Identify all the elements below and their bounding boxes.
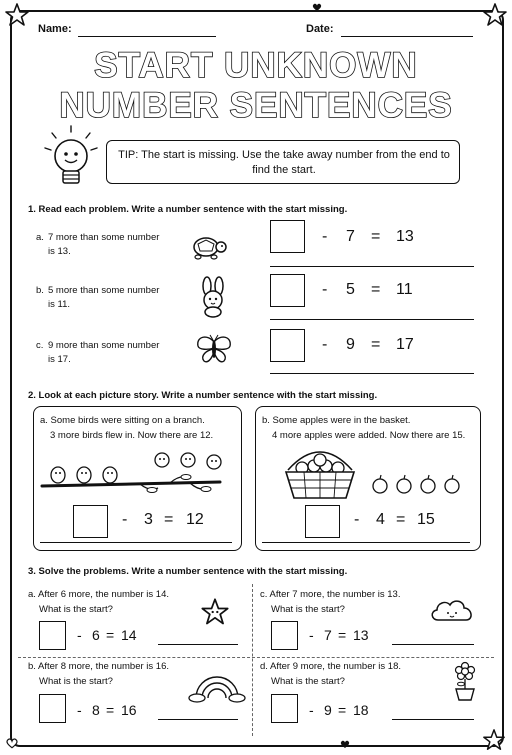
result-number: 15 [417, 511, 435, 528]
equals-sign: = [338, 627, 347, 643]
rainbow-icon [188, 670, 246, 702]
answer-box[interactable] [305, 505, 340, 538]
butterfly-icon [194, 334, 234, 366]
minus-sign: - [322, 336, 328, 353]
page-title-line2: NUMBER SENTENCES [59, 86, 453, 125]
problem-text-line1: b. After 8 more, the number is 16. [28, 661, 169, 672]
star-decoration-icon [482, 728, 506, 752]
result-number: 16 [121, 702, 137, 718]
answer-line[interactable] [158, 719, 238, 720]
equals-sign: = [371, 281, 381, 298]
problem-text-line1: a. After 6 more, the number is 14. [28, 589, 169, 600]
minus-sign: - [77, 627, 82, 643]
subtrahend: 6 [92, 627, 100, 643]
problem-text-line2: is 17. [48, 354, 71, 365]
result-number: 14 [121, 627, 137, 643]
story-text-line2: 3 more birds flew in. Now there are 12. [50, 430, 214, 441]
subtrahend: 9 [324, 702, 332, 718]
answer-box[interactable] [270, 220, 305, 253]
minus-sign: - [322, 228, 328, 245]
heart-decoration-icon [312, 3, 322, 12]
divider [18, 657, 494, 658]
answer-box[interactable] [270, 274, 305, 307]
equals-sign: = [371, 336, 381, 353]
bunny-icon [196, 276, 230, 318]
turtle-icon [188, 232, 228, 260]
result-number: 13 [396, 228, 414, 245]
subtrahend: 3 [144, 511, 153, 528]
answer-box[interactable] [73, 505, 108, 538]
problem-text-line1: c. After 7 more, the number is 13. [260, 589, 401, 600]
star-icon [200, 597, 230, 627]
story-text-line1: b. Some apples were in the basket. [262, 415, 411, 426]
apple-basket-picture [280, 440, 470, 502]
equals-sign: = [338, 702, 347, 718]
answer-line[interactable] [40, 542, 232, 543]
answer-line[interactable] [392, 719, 474, 720]
answer-line[interactable] [158, 644, 238, 645]
story-text-line2: 4 more apples were added. Now there are 15. [272, 430, 466, 441]
equals-sign: = [371, 228, 381, 245]
problem-text-line2: What is the start? [271, 604, 345, 615]
answer-box[interactable] [271, 621, 298, 650]
flower-pot-icon [450, 662, 480, 702]
star-decoration-icon [482, 2, 508, 28]
problem-text-line2: What is the start? [39, 604, 113, 615]
result-number: 11 [396, 281, 413, 298]
minus-sign: - [354, 511, 360, 528]
subtrahend: 7 [346, 228, 355, 245]
name-field[interactable] [78, 36, 216, 37]
subtrahend: 5 [346, 281, 355, 298]
answer-line[interactable] [270, 373, 474, 374]
result-number: 18 [353, 702, 369, 718]
equals-sign: = [106, 627, 115, 643]
date-field[interactable] [341, 36, 473, 37]
minus-sign: - [309, 627, 314, 643]
minus-sign: - [77, 702, 82, 718]
subtrahend: 8 [92, 702, 100, 718]
star-decoration-icon [4, 2, 30, 28]
divider [252, 584, 253, 736]
problem-letter: c. [36, 340, 44, 351]
result-number: 13 [353, 627, 369, 643]
minus-sign: - [122, 511, 128, 528]
answer-line[interactable] [392, 644, 474, 645]
answer-line[interactable] [270, 266, 474, 267]
problem-text-line2: What is the start? [271, 676, 345, 687]
heart-decoration-icon [6, 738, 18, 749]
problem-text-line1: 7 more than some number [48, 232, 160, 243]
page-title-line1: START UNKNOWN [94, 46, 418, 85]
equals-sign: = [164, 511, 174, 528]
problem-text-line2: What is the start? [39, 676, 113, 687]
answer-box[interactable] [39, 621, 66, 650]
name-label: Name: [38, 23, 72, 35]
subtrahend: 9 [346, 336, 355, 353]
section3-heading: 3. Solve the problems. Write a number sentence with the start missing. [28, 566, 348, 577]
equals-sign: = [106, 702, 115, 718]
equals-sign: = [396, 511, 406, 528]
minus-sign: - [309, 702, 314, 718]
story-text-line1: a. Some birds were sitting on a branch. [40, 415, 205, 426]
problem-letter: a. [36, 232, 44, 243]
problem-letter: b. [36, 285, 44, 296]
result-number: 12 [186, 511, 204, 528]
heart-decoration-icon [340, 740, 350, 749]
answer-box[interactable] [39, 694, 66, 723]
section1-heading: 1. Read each problem. Write a number sentence with the start missing. [28, 204, 348, 215]
birds-on-branch-picture [40, 448, 236, 498]
subtrahend: 4 [376, 511, 385, 528]
date-label: Date: [306, 23, 334, 35]
answer-box[interactable] [270, 329, 305, 362]
answer-box[interactable] [271, 694, 298, 723]
problem-text-line2: is 11. [48, 299, 71, 310]
problem-text-line1: 5 more than some number [48, 285, 160, 296]
minus-sign: - [322, 281, 328, 298]
cloud-icon [428, 596, 476, 624]
lightbulb-icon [36, 124, 106, 190]
answer-line[interactable] [270, 319, 474, 320]
problem-text-line2: is 13. [48, 246, 71, 257]
tip-text: TIP: The start is missing. Use the take away number from the end to find the start. [118, 149, 450, 176]
result-number: 17 [396, 336, 414, 353]
answer-line[interactable] [262, 542, 470, 543]
section2-heading: 2. Look at each picture story. Write a number sentence with the start missing. [28, 390, 378, 401]
problem-text-line1: d. After 9 more, the number is 18. [260, 661, 401, 672]
problem-text-line1: 9 more than some number [48, 340, 160, 351]
subtrahend: 7 [324, 627, 332, 643]
